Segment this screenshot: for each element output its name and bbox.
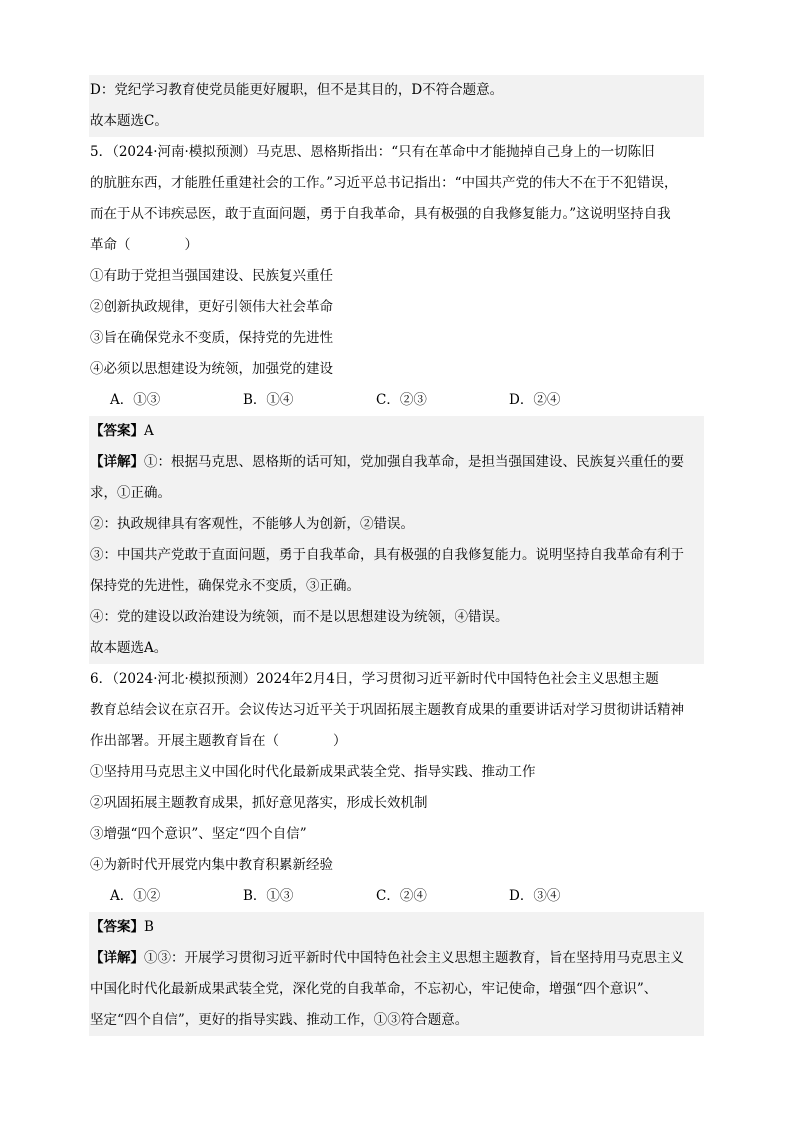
choice-item: ③增强“四个意识”、坚定“四个自信” [90, 826, 307, 842]
answer-options [89, 881, 704, 912]
explanation-line: D：党纪学习教育使党员能更好履职，但不是其目的，D不符合题意。 [89, 75, 704, 106]
question-stem-line: 教育总结会议在京召开。会议传达习近平关于巩固拓展主题教育成果的重要讲话对学习贯彻讲话精神 [90, 702, 684, 718]
detail-line: ③：中国共产党敢于直面问题，勇于自我革命，具有极强的自我修复能力。说明坚持自我革命有利于 [89, 540, 704, 571]
question-stem-line: 作出部署。开展主题教育旨在（ ） [90, 733, 347, 749]
option-a: A．①③ [110, 392, 161, 408]
answer-line [89, 912, 704, 943]
answer-value: A [144, 423, 154, 439]
choice-item: ②创新执政规律，更好引领伟大社会革命 [90, 299, 333, 315]
choice-item: ③旨在确保党永不变质，保持党的先进性 [90, 330, 333, 346]
question-stem-line: 革命（ ） [90, 237, 198, 253]
option-d: D．③④ [509, 888, 561, 904]
question-stem-line: 的肮脏东西，才能胜任重建社会的工作。”习近平总书记指出：“中国共产党的伟大不在于不犯错误， [90, 175, 678, 191]
detail-tag: 【详解】 [90, 454, 144, 470]
detail-line: 故本题选A。 [89, 633, 704, 664]
detail-tag: 【详解】 [90, 950, 144, 966]
detail-text: ①：根据马克思、恩格斯的话可知，党加强自我革命，是担当强国建设、民族复兴重任的要 [144, 454, 684, 470]
detail-line: 保持党的先进性，确保党永不变质，③正确。 [89, 571, 704, 602]
choice-item: ④必须以思想建设为统领，加强党的建设 [90, 361, 333, 377]
conclusion-line: 故本题选C。 [89, 106, 704, 137]
answer-value: B [144, 919, 154, 935]
detail-line: ②：执政规律具有客观性，不能够人为创新，②错误。 [89, 509, 704, 540]
detail-line: 中国化时代化最新成果武装全党，深化党的自我革命，不忘初心，牢记使命，增强“四个意识”、 [89, 974, 704, 1005]
option-b: B．①④ [243, 392, 294, 408]
detail-line [89, 447, 704, 478]
document-body [89, 75, 704, 1036]
choice-item: ④为新时代开展党内集中教育积累新经验 [90, 857, 333, 873]
detail-line: 求，①正确。 [89, 478, 704, 509]
option-c: C．②③ [376, 392, 427, 408]
detail-line: 坚定“四个自信”，更好的指导实践、推动工作，①③符合题意。 [89, 1005, 704, 1036]
detail-text: ①③：开展学习贯彻习近平新时代中国特色社会主义思想主题教育，旨在坚持用马克思主义 [144, 950, 684, 966]
answer-line [89, 416, 704, 447]
option-d: D．②④ [509, 392, 561, 408]
choice-item: ①有助于党担当强国建设、民族复兴重任 [90, 268, 333, 284]
answer-options [89, 385, 704, 416]
choice-item: ②巩固拓展主题教育成果，抓好意见落实，形成长效机制 [90, 795, 428, 811]
choice-item: ①坚持用马克思主义中国化时代化最新成果武装全党、指导实践、推动工作 [90, 764, 536, 780]
option-c: C．②④ [376, 888, 427, 904]
answer-tag: 【答案】 [90, 919, 144, 935]
detail-line [89, 943, 704, 974]
question-stem-line: 5．（2024·河南·模拟预测）马克思、恩格斯指出：“只有在革命中才能抛掉自己身上的一切陈旧 [90, 144, 655, 160]
answer-tag: 【答案】 [90, 423, 144, 439]
question-stem-line: 而在于从不讳疾忌医，敢于直面问题，勇于自我革命，具有极强的自我修复能力。”这说明坚持自我 [90, 206, 671, 222]
option-b: B．①③ [243, 888, 294, 904]
option-a: A．①② [110, 888, 161, 904]
detail-line: ④：党的建设以政治建设为统领，而不是以思想建设为统领，④错误。 [89, 602, 704, 633]
question-stem-line: 6．（2024·河北·模拟预测）2024年2月4日，学习贯彻习近平新时代中国特色社会主义思想主题 [90, 671, 659, 687]
